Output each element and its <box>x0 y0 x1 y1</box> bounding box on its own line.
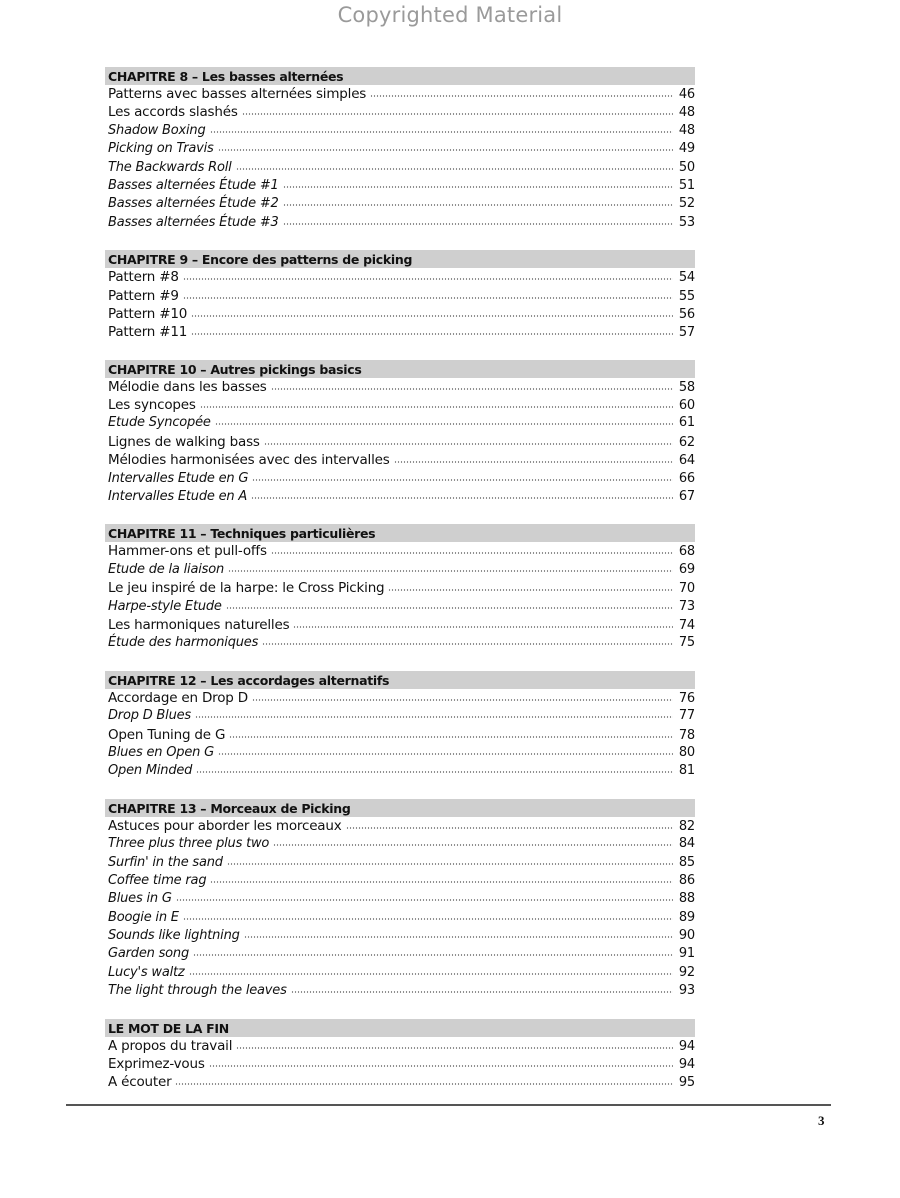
dot-leader <box>252 479 673 481</box>
toc-entry[interactable] <box>105 890 695 908</box>
toc-entry-title: Boogie in E <box>108 909 179 925</box>
toc-entry-title: Lucy's waltz <box>108 964 185 980</box>
toc-entry-title: Coffee time rag <box>108 872 207 888</box>
toc-entry[interactable] <box>105 835 695 853</box>
toc-entry-page: 76 <box>678 690 695 706</box>
toc-entry-title: Pattern #10 <box>108 305 188 322</box>
chapter-heading: CHAPITRE 12 – Les accordages alternatifs <box>105 671 695 689</box>
toc-entry-page: 80 <box>678 744 695 760</box>
toc-entry-title: A écouter <box>108 1074 172 1091</box>
chapter-heading: CHAPITRE 13 – Morceaux de Picking <box>105 799 695 817</box>
toc-entry-page: 51 <box>678 177 695 193</box>
toc-entry-title: Exprimez-vous <box>108 1056 205 1073</box>
toc-entry[interactable] <box>105 634 695 652</box>
chapter-heading: CHAPITRE 9 – Encore des patterns de picking <box>105 250 695 268</box>
toc-entry-title: Astuces pour aborder les morceaux <box>108 817 342 834</box>
toc-entry-title: Pattern #8 <box>108 269 179 286</box>
dot-leader <box>264 443 673 445</box>
page-number: 3 <box>818 1113 825 1128</box>
toc-entry[interactable] <box>105 396 695 414</box>
chapter-heading: CHAPITRE 10 – Autres pickings basics <box>105 360 695 378</box>
chapter-heading: LE MOT DE LA FIN <box>105 1019 695 1037</box>
toc-entry-page: 78 <box>678 727 695 743</box>
dot-leader <box>388 589 673 591</box>
toc-entry[interactable] <box>105 159 695 177</box>
dot-leader <box>244 936 673 938</box>
dot-leader <box>191 315 673 317</box>
toc-entry-title: Patterns avec basses alternées simples <box>108 86 367 102</box>
toc-entry-page: 55 <box>678 288 695 304</box>
toc-entry[interactable] <box>105 470 695 488</box>
dot-leader <box>262 643 673 645</box>
toc-entry-page: 89 <box>678 909 695 925</box>
toc-entry[interactable] <box>105 85 695 103</box>
dot-leader <box>189 973 673 975</box>
toc-entry-page: 46 <box>678 87 695 102</box>
toc-entry-page: 60 <box>678 398 695 414</box>
dot-leader <box>218 753 673 755</box>
toc-entry-title: Hammer-ons et pull-offs <box>108 543 267 560</box>
dot-leader <box>195 716 673 718</box>
toc-entry-page: 84 <box>678 836 695 852</box>
toc-entry[interactable] <box>105 323 695 341</box>
toc-entry-title: Basses alternées Étude #3 <box>108 214 279 230</box>
toc-entry-title: Garden song <box>108 946 190 962</box>
toc-entry[interactable] <box>105 964 695 982</box>
toc-entry-page: 64 <box>678 453 695 469</box>
toc-entry-page: 48 <box>678 122 695 138</box>
toc-entry-title: A propos du travail <box>108 1037 233 1054</box>
dot-leader <box>251 497 673 499</box>
toc-section <box>105 250 695 342</box>
toc-entry[interactable] <box>105 451 695 469</box>
toc-entry-title: Pattern #9 <box>108 287 179 304</box>
dot-leader <box>283 204 673 206</box>
toc-entry[interactable] <box>105 1073 695 1091</box>
toc-entry-title: Pattern #11 <box>108 324 188 341</box>
toc-entry[interactable] <box>105 542 695 560</box>
dot-leader <box>176 899 673 901</box>
toc-entry-title: Étude des harmoniques <box>108 635 259 651</box>
dot-leader <box>370 95 673 97</box>
toc-entry[interactable] <box>105 122 695 140</box>
toc-entry-page: 52 <box>678 196 695 212</box>
toc-entry[interactable] <box>105 287 695 305</box>
toc-entry-page: 58 <box>678 379 695 395</box>
dot-leader <box>200 406 673 408</box>
toc-entry[interactable] <box>105 1037 695 1055</box>
chapter-heading: CHAPITRE 8 – Les basses alternées <box>105 67 695 85</box>
table-of-contents <box>105 67 695 1110</box>
toc-entry-title: Etude de la liaison <box>108 561 224 577</box>
toc-entry[interactable] <box>105 744 695 762</box>
dot-leader <box>283 223 673 225</box>
toc-entry-page: 67 <box>678 489 695 505</box>
toc-entry-page: 69 <box>678 561 695 577</box>
dot-leader <box>291 991 673 993</box>
dot-leader <box>226 607 673 609</box>
toc-entry[interactable] <box>105 579 695 597</box>
toc-entry-page: 56 <box>678 306 695 322</box>
dot-leader <box>210 131 674 133</box>
toc-entry-title: The Backwards Roll <box>108 159 232 175</box>
dot-leader <box>293 626 673 628</box>
toc-entry-title: Mélodies harmonisées avec des intervalles <box>108 452 390 469</box>
chapter-heading: CHAPITRE 11 – Techniques particulières <box>105 524 695 542</box>
toc-entry[interactable] <box>105 854 695 872</box>
dot-leader <box>242 113 673 115</box>
toc-entry[interactable] <box>105 872 695 890</box>
toc-entry[interactable] <box>105 488 695 506</box>
toc-entry-page: 82 <box>678 818 695 834</box>
toc-entry-page: 86 <box>678 872 695 888</box>
toc-entry-title: Blues in G <box>108 891 172 907</box>
toc-section <box>105 1019 695 1092</box>
dot-leader <box>271 552 673 554</box>
toc-entry[interactable] <box>105 707 695 725</box>
toc-section <box>105 671 695 781</box>
toc-entry-page: 91 <box>678 946 695 962</box>
toc-entry-title: Open Tuning de G <box>108 726 226 743</box>
toc-entry-title: Etude Syncopée <box>108 415 211 431</box>
toc-entry-title: Lignes de walking bass <box>108 433 260 450</box>
toc-entry[interactable] <box>105 214 695 232</box>
toc-entry-page: 75 <box>678 635 695 651</box>
dot-leader <box>227 863 673 865</box>
toc-entry[interactable] <box>105 817 695 835</box>
toc-entry-page: 54 <box>678 270 695 286</box>
toc-entry-title: Basses alternées Étude #2 <box>108 196 279 212</box>
toc-entry-page: 88 <box>678 891 695 907</box>
toc-entry-page: 68 <box>678 544 695 560</box>
toc-entry-page: 77 <box>678 708 695 724</box>
toc-entry-title: Basses alternées Étude #1 <box>108 177 279 193</box>
dot-leader <box>183 297 673 299</box>
dot-leader <box>215 423 673 425</box>
toc-entry-page: 70 <box>678 581 695 597</box>
toc-entry-title: Drop D Blues <box>108 708 191 724</box>
toc-entry-title: Harpe-style Etude <box>108 598 222 614</box>
toc-section <box>105 524 695 652</box>
toc-entry[interactable] <box>105 598 695 616</box>
toc-entry-page: 81 <box>678 763 695 779</box>
toc-entry-title: Accordage en Drop D <box>108 689 248 706</box>
toc-entry-title: Mélodie dans les basses <box>108 378 267 395</box>
dot-leader <box>228 570 673 572</box>
toc-entry-title: Blues en Open G <box>108 744 214 760</box>
toc-section <box>105 799 695 1001</box>
toc-entry-page: 90 <box>678 928 695 944</box>
toc-section <box>105 67 695 232</box>
toc-entry-title: Open Minded <box>108 763 193 779</box>
toc-entry-title: Picking on Travis <box>108 141 214 157</box>
toc-entry-title: Les harmoniques naturelles <box>108 616 290 633</box>
dot-leader <box>236 1047 673 1049</box>
toc-entry-page: 66 <box>678 470 695 486</box>
toc-entry-page: 53 <box>678 214 695 230</box>
toc-entry[interactable] <box>105 177 695 195</box>
dot-leader <box>229 736 673 738</box>
toc-entry-page: 92 <box>678 964 695 980</box>
toc-entry-title: Les accords slashés <box>108 104 238 121</box>
toc-entry-title: Shadow Boxing <box>108 122 206 138</box>
toc-entry[interactable] <box>105 561 695 579</box>
toc-entry-page: 61 <box>678 415 695 431</box>
copyright-watermark: Copyrighted Material <box>337 3 563 27</box>
toc-entry[interactable] <box>105 726 695 744</box>
toc-entry[interactable] <box>105 414 695 432</box>
toc-entry-page: 93 <box>678 983 695 999</box>
toc-entry[interactable] <box>105 433 695 451</box>
toc-entry[interactable] <box>105 103 695 121</box>
toc-entry-page: 94 <box>678 1057 695 1073</box>
toc-entry-page: 49 <box>678 141 695 157</box>
dot-leader <box>175 1083 673 1085</box>
dot-leader <box>183 918 673 920</box>
toc-entry[interactable] <box>105 305 695 323</box>
dot-leader <box>283 186 673 188</box>
toc-entry-title: Three plus three plus two <box>108 836 270 852</box>
toc-entry[interactable] <box>105 616 695 634</box>
toc-entry[interactable] <box>105 1055 695 1073</box>
toc-entry-page: 50 <box>678 159 695 175</box>
dot-leader <box>394 461 673 463</box>
toc-entry-title: Sounds like lightning <box>108 928 240 944</box>
toc-entry[interactable] <box>105 982 695 1000</box>
dot-leader <box>346 827 673 829</box>
toc-entry[interactable] <box>105 689 695 707</box>
toc-entry-page: 73 <box>678 598 695 614</box>
dot-leader <box>196 771 673 773</box>
toc-entry-page: 85 <box>678 854 695 870</box>
toc-entry[interactable] <box>105 195 695 213</box>
toc-entry[interactable] <box>105 909 695 927</box>
toc-entry-title: Intervalles Etude en A <box>108 489 248 505</box>
dot-leader <box>252 699 673 701</box>
toc-entry-page: 48 <box>678 105 695 121</box>
toc-entry[interactable] <box>105 762 695 780</box>
toc-entry-title: The light through the leaves <box>108 983 287 999</box>
toc-entry[interactable] <box>105 945 695 963</box>
toc-entry-title: Surfin' in the sand <box>108 854 223 870</box>
toc-entry-title: Intervalles Etude en G <box>108 470 249 486</box>
dot-leader <box>236 168 673 170</box>
toc-entry-page: 95 <box>678 1075 695 1091</box>
toc-section <box>105 360 695 507</box>
dot-leader <box>191 333 673 335</box>
footer-divider <box>66 1104 831 1106</box>
dot-leader <box>218 149 673 151</box>
toc-entry-page: 94 <box>678 1038 695 1054</box>
toc-entry[interactable] <box>105 140 695 158</box>
dot-leader <box>273 844 673 846</box>
toc-entry-title: Le jeu inspiré de la harpe: le Cross Picking <box>108 580 385 597</box>
dot-leader <box>209 1065 673 1067</box>
toc-entry[interactable] <box>105 268 695 286</box>
toc-entry[interactable] <box>105 927 695 945</box>
dot-leader <box>193 954 673 956</box>
toc-entry-page: 57 <box>678 325 695 341</box>
dot-leader <box>210 881 673 883</box>
toc-entry-page: 74 <box>678 617 695 633</box>
toc-entry[interactable] <box>105 378 695 396</box>
dot-leader <box>183 278 673 280</box>
dot-leader <box>271 388 673 390</box>
toc-entry-title: Les syncopes <box>108 397 196 414</box>
toc-entry-page: 62 <box>678 434 695 450</box>
